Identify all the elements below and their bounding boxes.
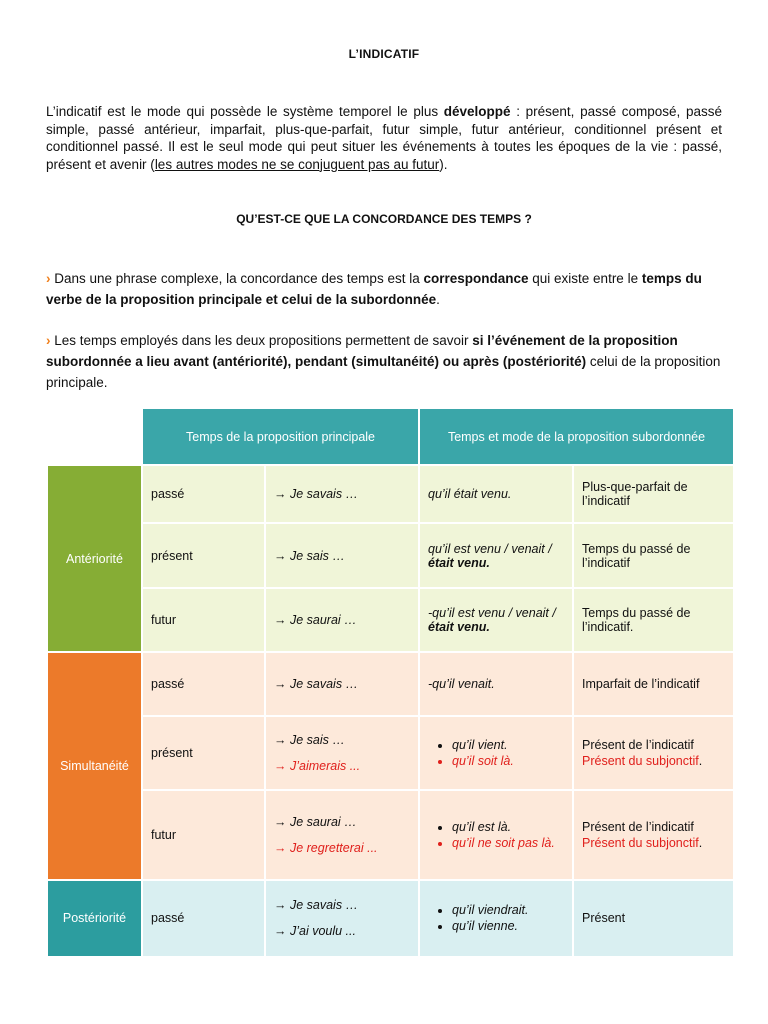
- sub-clause-text: -qu’il est venu / venait /: [428, 605, 556, 620]
- category-simultaneite: Simultanéité: [48, 653, 141, 879]
- table-row: [48, 589, 733, 651]
- header-principale: Temps de la proposition principale: [143, 409, 418, 464]
- chevron-right-icon: ›: [46, 271, 51, 286]
- mode-cell: [574, 717, 733, 789]
- p2-bold-1: si l’événement de la proposition subordonnée a lieu avant (antériorité), pendant (simultanéité) ou après (postériorité): [46, 333, 678, 369]
- table-row: [48, 881, 733, 956]
- sub-clause-list: [428, 819, 564, 851]
- table-row: [48, 717, 733, 789]
- mode-line: Présent de l’indicatif: [582, 738, 694, 753]
- table-row: [48, 653, 733, 715]
- sub-clause-cell: [420, 524, 572, 586]
- mode-line: Présent de l’indicatif: [582, 819, 694, 834]
- paragraph-temps: [46, 330, 726, 393]
- sub-clause-bold: était venu.: [428, 555, 490, 570]
- main-clause-cell: [266, 881, 418, 956]
- list-item: • qu’il soit là.: [452, 753, 564, 769]
- mode-cell: Présent: [574, 881, 733, 956]
- mode-cell: Plus-que-parfait de l’indicatif: [574, 466, 733, 522]
- main-clause-line-red: → Je regretterai ...: [274, 840, 378, 855]
- main-clause-cell: → Je saurai …: [266, 589, 418, 651]
- list-item: • qu’il vienne.: [452, 918, 564, 934]
- sub-clause-text: qu’il est venu / venait /: [428, 541, 552, 556]
- p2-text-1: Les temps employés dans les deux propositions permettent de savoir: [50, 333, 473, 348]
- main-clause-cell: → Je savais …: [266, 653, 418, 715]
- list-item: • qu’il vient.: [452, 737, 564, 753]
- p1-bold-2: temps du verbe de la proposition principale et celui de la subordonnée: [46, 271, 702, 307]
- intro-underlined: les autres modes ne se conjuguent pas au futur: [154, 156, 440, 172]
- concordance-table: [46, 407, 735, 958]
- table-header-row: [48, 409, 733, 464]
- header-empty-cell: [48, 409, 141, 464]
- tense-cell: futur: [143, 791, 264, 878]
- tense-cell: passé: [143, 466, 264, 522]
- tense-cell: présent: [143, 717, 264, 789]
- intro-text-1: L’indicatif est le mode qui possède le système temporel le plus: [46, 104, 444, 119]
- main-clause-cell: → Je sais …: [266, 524, 418, 586]
- table-row: [48, 466, 733, 522]
- p1-text-2: qui existe entre le: [528, 271, 642, 286]
- category-anteriorite: Antériorité: [48, 466, 141, 651]
- intro-text-3: ).: [439, 156, 448, 172]
- sub-clause-cell: [420, 881, 572, 956]
- category-posteriorite: Postériorité: [48, 881, 141, 956]
- intro-bold: développé: [443, 104, 511, 119]
- table-row: [48, 524, 733, 586]
- p1-text-3: .: [436, 292, 440, 307]
- intro-paragraph: [46, 103, 722, 173]
- sub-clause-cell: qu’il était venu.: [420, 466, 572, 522]
- chevron-right-icon: ›: [46, 333, 51, 348]
- mode-cell: Temps du passé de l’indicatif.: [574, 589, 733, 651]
- mode-line-red: Présent du subjonctif.: [582, 754, 703, 769]
- main-clause-line-red: → J’aimerais ...: [274, 759, 361, 774]
- sub-clause-cell: [420, 791, 572, 878]
- mode-cell: [574, 791, 733, 878]
- tense-cell: passé: [143, 653, 264, 715]
- tense-cell: présent: [143, 524, 264, 586]
- sub-clause-cell: [420, 717, 572, 789]
- main-clause-line: → J’ai voulu ...: [274, 924, 356, 939]
- list-item: • qu’il est là.: [452, 819, 564, 835]
- mode-line-red: Présent du subjonctif.: [582, 835, 703, 850]
- table-row: [48, 791, 733, 878]
- list-item: • qu’il viendrait.: [452, 902, 564, 918]
- p1-bold-1: correspondance: [423, 271, 529, 286]
- mode-cell: Temps du passé de l’indicatif: [574, 524, 733, 586]
- main-clause-line: → Je savais …: [274, 898, 359, 913]
- sub-clause-cell: [420, 589, 572, 651]
- sub-clause-list: [428, 737, 564, 769]
- sub-clause-bold: était venu.: [428, 619, 490, 634]
- main-clause-line: → Je sais …: [274, 733, 345, 748]
- page-title: L’INDICATIF: [348, 47, 420, 61]
- paragraph-correspondance: [46, 268, 726, 310]
- sub-clause-list: [428, 902, 564, 934]
- intro-text-2: : présent, passé composé, passé simple, passé antérieur, imparfait, plus-que-parfait, futur simple, futur antérieur, conditionnel présent et conditionnel passé. Il est le seul mode qui peut situer les événements à toutes les époques de la vie : passé, présent et avenir (: [46, 104, 722, 172]
- section-title: QU’EST-CE QUE LA CONCORDANCE DES TEMPS ?: [236, 212, 532, 226]
- sub-clause-cell: -qu’il venait.: [420, 653, 572, 715]
- header-subordonnee: Temps et mode de la proposition subordonnée: [420, 409, 733, 464]
- main-clause-cell: [266, 717, 418, 789]
- main-clause-line: → Je saurai …: [274, 814, 357, 829]
- main-clause-cell: [266, 791, 418, 878]
- tense-cell: futur: [143, 589, 264, 651]
- p2-text-2: celui de la proposition principale.: [46, 354, 721, 390]
- mode-cell: Imparfait de l’indicatif: [574, 653, 733, 715]
- list-item: • qu’il ne soit pas là.: [452, 835, 564, 851]
- p1-text-1: Dans une phrase complexe, la concordance des temps est la: [50, 271, 424, 286]
- main-clause-cell: → Je savais …: [266, 466, 418, 522]
- tense-cell: passé: [143, 881, 264, 956]
